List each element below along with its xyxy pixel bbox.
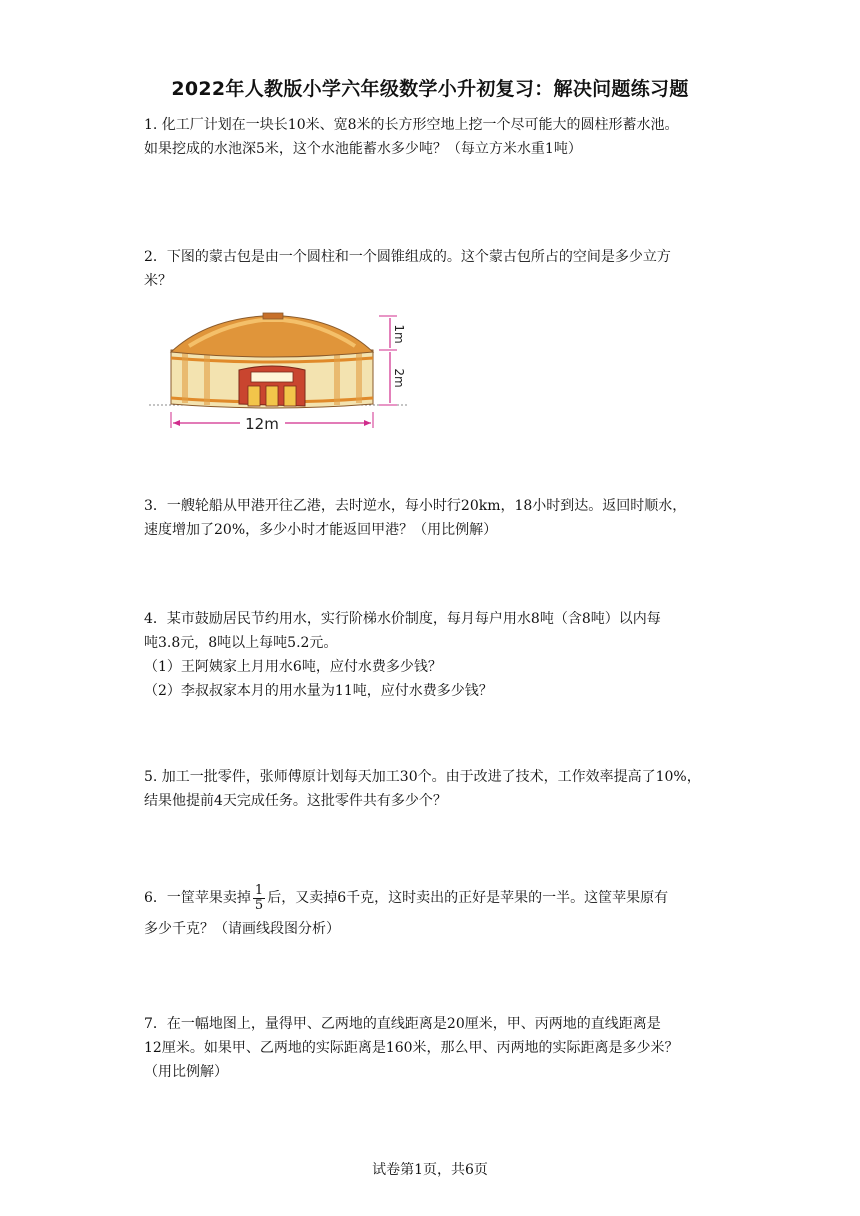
page-title: 2022年人教版小学六年级数学小升初复习：解决问题练习题 (171, 78, 689, 100)
question-line: 如果挖成的水池深5米，这个水池能蓄水多少吨？（每立方米水重1吨） (144, 141, 582, 157)
question-5 (144, 765, 724, 813)
question-line: 结果他提前4天完成任务。这批零件共有多少个？ (144, 793, 447, 809)
question-line: 多少千克？（请画线段图分析） (144, 921, 340, 937)
question-line: 12厘米。如果甲、乙两地的实际距离是160米，那么甲、丙两地的实际距离是多少米？ (144, 1040, 679, 1056)
question-line: 4．某市鼓励居民节约用水，实行阶梯水价制度，每月每户用水8吨（含8吨）以内每 (144, 611, 661, 627)
question-line: 1. 化工厂计划在一块长10米、宽8米的长方形空地上挖一个尽可能大的圆柱形蓄水池。 (144, 117, 679, 133)
question-line: 吨3.8元，8吨以上每吨5.2元。 (144, 635, 338, 651)
question-line: 3．一艘轮船从甲港开往乙港，去时逆水，每小时行20km，18小时到达。返回时顺水， (144, 498, 687, 514)
question-line: 5. 加工一批零件，张师傅原计划每天加工30个。由于改进了技术，工作效率提高了10%， (144, 769, 701, 785)
question-line: 米？ (144, 273, 172, 289)
height-1-label: 1m (392, 324, 406, 344)
question-line (144, 880, 724, 916)
page-footer: 试卷第1页，共6页 (372, 1162, 488, 1178)
yurt-figure (145, 308, 415, 440)
question-4 (144, 607, 724, 703)
question-2 (144, 245, 724, 293)
fraction-numerator: 1 (254, 882, 264, 898)
question-line: 速度增加了20%，多少小时才能返回甲港？（用比例解） (144, 522, 498, 538)
question-line: 2．下图的蒙古包是由一个圆柱和一个圆锥组成的。这个蒙古包所占的空间是多少立方 (144, 249, 671, 265)
question-line: （用比例解） (144, 1064, 228, 1080)
height-2-label: 2m (392, 368, 406, 388)
question-6 (144, 880, 724, 942)
width-label: 12m (245, 415, 279, 433)
question-1 (144, 113, 724, 161)
question-text: 后，又卖掉6千克，这时卖出的正好是苹果的一半。这筐苹果原有 (267, 890, 669, 906)
fraction-denominator: 5 (254, 897, 264, 913)
question-text: 6．一筐苹果卖掉 (144, 890, 251, 906)
question-7 (144, 1012, 724, 1084)
question-line: （1）王阿姨家上月用水6吨，应付水费多少钱？ (144, 659, 442, 675)
question-3 (144, 494, 724, 542)
question-line: （2）李叔叔家本月的用水量为11吨，应付水费多少钱？ (144, 683, 493, 699)
fraction (253, 884, 265, 913)
question-line: 7．在一幅地图上，量得甲、乙两地的直线距离是20厘米，甲、丙两地的直线距离是 (144, 1016, 661, 1032)
